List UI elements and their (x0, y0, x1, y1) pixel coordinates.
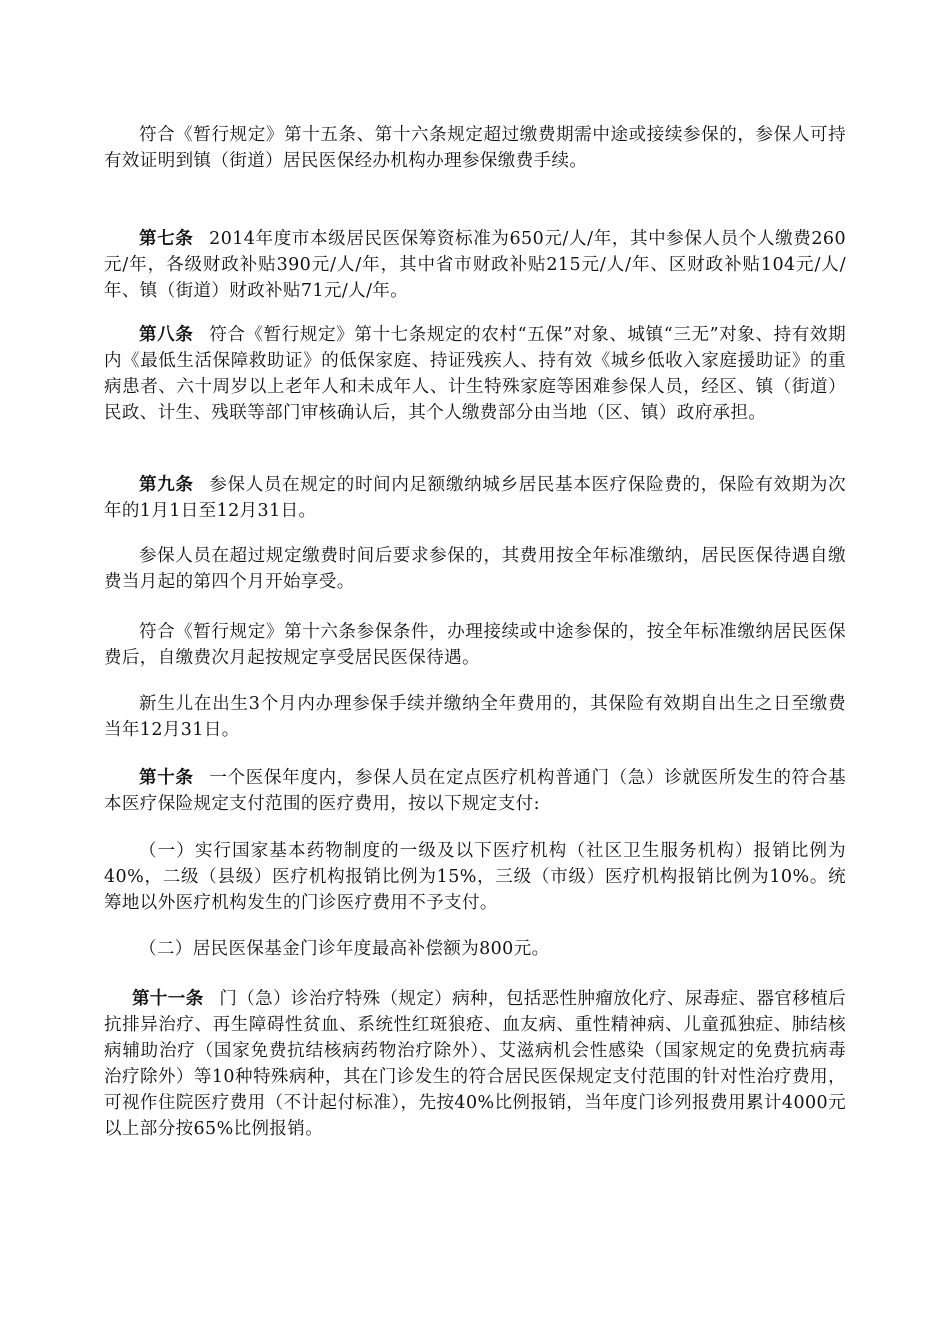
paragraph-continuation-article-6 (104, 122, 846, 174)
paragraph-item-2 (104, 936, 846, 962)
paragraph-text: （一）实行国家基本药物制度的一级及以下医疗机构（社区卫生服务机构）报销比例为40%，二级（县级）医疗机构报销比例为15%，三级（市级）医疗机构报销比例为10%。统筹地以外医疗机构发生的门诊医疗费用不予支付。 (104, 841, 846, 913)
paragraph-text: （二）居民医保基金门诊年度最高补偿额为800元。 (139, 939, 550, 959)
paragraph-article-11 (104, 986, 846, 1142)
article-heading: 第十条 (139, 768, 194, 788)
paragraph-text: 符合《暂行规定》第十五条、第十六条规定超过缴费期需中途或接续参保的，参保人可持有效证明到镇（街道）居民医保经办机构办理参保缴费手续。 (104, 125, 846, 171)
paragraph-article-7 (104, 226, 846, 304)
paragraph-text: 符合《暂行规定》第十七条规定的农村“五保”对象、城镇“三无”对象、持有效期内《最低生活保障救助证》的低保家庭、持证残疾人、持有效《城乡低收入家庭援助证》的重病患者、六十周岁以上老年人和未成年人、计生特殊家庭等困难参保人员，经区、镇（街道）民政、计生、残联等部门审核确认后，其个人缴费部分由当地（区、镇）政府承担。 (104, 325, 846, 423)
paragraph-article-10 (104, 765, 846, 817)
paragraph-text: 一个医保年度内，参保人员在定点医疗机构普通门（急）诊就医所发生的符合基本医疗保险规定支付范围的医疗费用，按以下规定支付: (104, 768, 847, 814)
paragraph-text: 参保人员在超过规定缴费时间后要求参保的，其费用按全年标准缴纳，居民医保待遇自缴费当月起的第四个月开始享受。 (104, 546, 846, 592)
paragraph-article-8 (104, 322, 846, 426)
paragraph-text: 参保人员在规定的时间内足额缴纳城乡居民基本医疗保险费的，保险有效期为次年的1月1日至12月31日。 (104, 475, 847, 521)
paragraph-newborn (104, 691, 846, 743)
article-heading: 第九条 (139, 475, 194, 495)
paragraph-text: 2014年度市本级居民医保筹资标准为650元/人/年，其中参保人员个人缴费260元/年，各级财政补贴390元/人/年，其中省市财政补贴215元/人/年、区财政补贴104元/人/年、镇（街道）财政补贴71元/人/年。 (104, 229, 846, 301)
paragraph-text: 门（急）诊治疗特殊（规定）病种，包括恶性肿瘤放化疗、尿毒症、器官移植后抗排异治疗、再生障碍性贫血、系统性红斑狼疮、血友病、重性精神病、儿童孤独症、肺结核病辅助治疗（国家免费抗结核病药物治疗除外）、艾滋病机会性感染（国家规定的免费抗病毒治疗除外）等10种特殊病种，其在门诊发生的符合居民医保规定支付范围的针对性治疗费用，可视作住院医疗费用（不计起付标准），先按40%比例报销，当年度门诊列报费用累计4000元以上部分按65%比例报销。 (104, 989, 846, 1139)
paragraph-text: 符合《暂行规定》第十六条参保条件，办理接续或中途参保的，按全年标准缴纳居民医保费后，自缴费次月起按规定享受居民医保待遇。 (104, 622, 846, 668)
paragraph-continued-enrollment (104, 619, 846, 671)
article-heading: 第七条 (139, 229, 194, 249)
paragraph-article-9 (104, 472, 846, 524)
paragraph-item-1 (104, 838, 846, 916)
article-heading: 第八条 (139, 325, 194, 345)
article-heading: 第十一条 (132, 989, 204, 1009)
paragraph-late-enrollment (104, 543, 846, 595)
paragraph-text: 新生儿在出生3个月内办理参保手续并缴纳全年费用的，其保险有效期自出生之日至缴费当年12月31日。 (104, 694, 846, 740)
